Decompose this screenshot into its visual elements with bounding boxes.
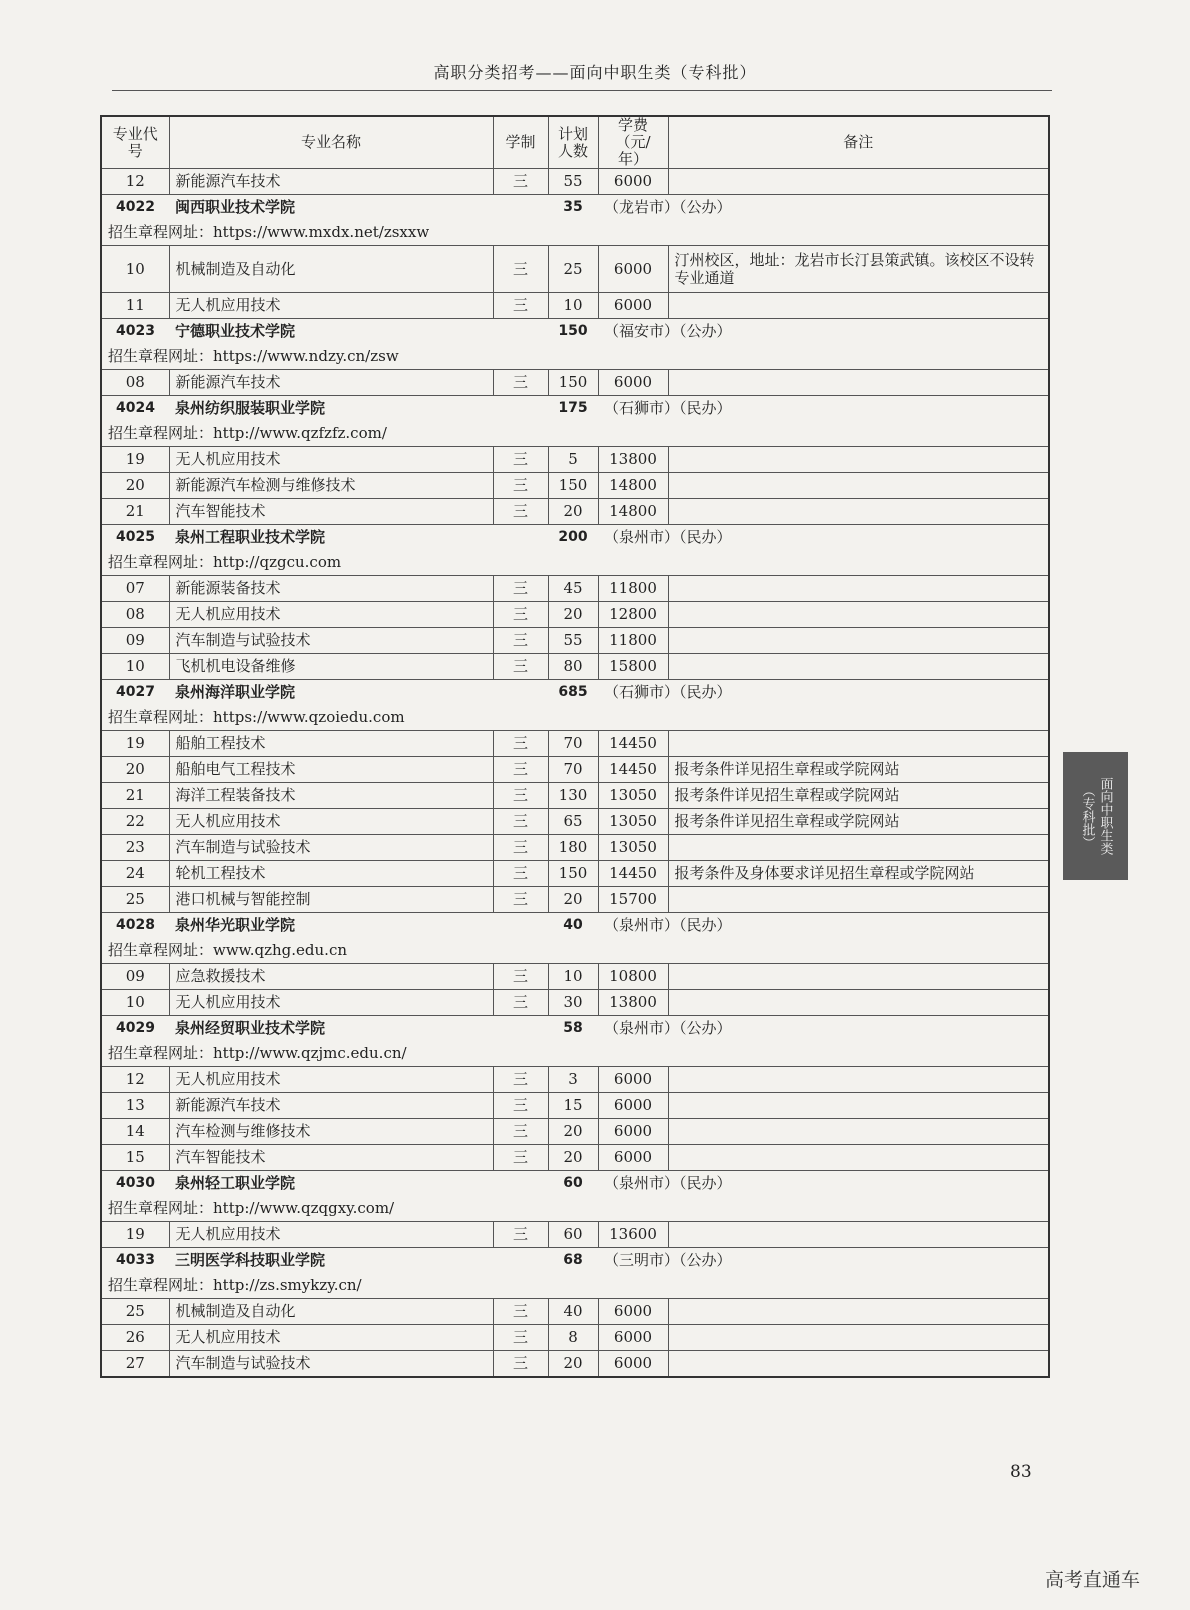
major-xuezhi: 三 [493, 783, 548, 809]
major-name: 新能源汽车检测与维修技术 [169, 473, 493, 499]
school-code: 4027 [101, 680, 169, 706]
major-fee: 13050 [598, 809, 668, 835]
major-name: 轮机工程技术 [169, 861, 493, 887]
major-xuezhi: 三 [493, 576, 548, 602]
major-remark [668, 1325, 1049, 1351]
major-remark [668, 1145, 1049, 1171]
major-remark [668, 473, 1049, 499]
major-xuezhi: 三 [493, 370, 548, 396]
table-row [101, 887, 1049, 913]
major-remark [668, 602, 1049, 628]
table-row [101, 731, 1049, 757]
major-remark [668, 1093, 1049, 1119]
school-url-row [101, 705, 1049, 731]
major-remark [668, 731, 1049, 757]
major-code: 25 [101, 1299, 169, 1325]
major-name: 机械制造及自动化 [169, 1299, 493, 1325]
major-plan: 80 [548, 654, 598, 680]
major-fee: 6000 [598, 1351, 668, 1378]
major-plan: 150 [548, 473, 598, 499]
school-count: 685 [548, 680, 598, 706]
watermark-text: 高考直通车 [1045, 1569, 1141, 1591]
table-row [101, 861, 1049, 887]
major-plan: 20 [548, 1351, 598, 1378]
school-row [101, 396, 1049, 422]
major-plan: 15 [548, 1093, 598, 1119]
major-name: 汽车检测与维修技术 [169, 1119, 493, 1145]
major-fee: 6000 [598, 1067, 668, 1093]
major-plan: 55 [548, 169, 598, 195]
major-name: 飞机机电设备维修 [169, 654, 493, 680]
table-row [101, 1351, 1049, 1378]
major-code: 21 [101, 499, 169, 525]
school-code: 4029 [101, 1016, 169, 1042]
major-plan: 40 [548, 1299, 598, 1325]
side-tab-line1: 面向中职生类 [1097, 777, 1113, 855]
major-remark [668, 499, 1049, 525]
school-name: 泉州工程职业技术学院 [169, 525, 548, 551]
major-code: 23 [101, 835, 169, 861]
major-plan: 20 [548, 1145, 598, 1171]
major-plan: 20 [548, 887, 598, 913]
major-xuezhi: 三 [493, 602, 548, 628]
school-count: 58 [548, 1016, 598, 1042]
major-xuezhi: 三 [493, 1351, 548, 1378]
major-code: 12 [101, 1067, 169, 1093]
major-name: 机械制造及自动化 [169, 246, 493, 293]
major-fee: 6000 [598, 246, 668, 293]
school-count: 40 [548, 913, 598, 939]
table-row [101, 1093, 1049, 1119]
major-plan: 70 [548, 757, 598, 783]
side-section-tab [1063, 752, 1128, 880]
school-location: （泉州市）（民办） [598, 1171, 1049, 1197]
major-code: 10 [101, 246, 169, 293]
school-row [101, 913, 1049, 939]
major-xuezhi: 三 [493, 1119, 548, 1145]
school-url-row [101, 1041, 1049, 1067]
major-remark [668, 1299, 1049, 1325]
major-remark [668, 887, 1049, 913]
major-xuezhi: 三 [493, 731, 548, 757]
school-url: 招生章程网址：https://www.qzoiedu.com [101, 705, 1049, 731]
major-xuezhi: 三 [493, 1325, 548, 1351]
major-plan: 150 [548, 861, 598, 887]
major-remark: 报考条件详见招生章程或学院网站 [668, 757, 1049, 783]
school-code: 4022 [101, 195, 169, 221]
major-fee: 15800 [598, 654, 668, 680]
table-row [101, 499, 1049, 525]
major-xuezhi: 三 [493, 654, 548, 680]
major-remark: 汀州校区，地址：龙岩市长汀县策武镇。该校区不设转专业通道 [668, 246, 1049, 293]
major-fee: 12800 [598, 602, 668, 628]
major-name: 汽车智能技术 [169, 1145, 493, 1171]
major-remark: 报考条件详见招生章程或学院网站 [668, 783, 1049, 809]
major-fee: 13800 [598, 990, 668, 1016]
header-fee: 学费（元/年） [598, 116, 668, 169]
school-count: 60 [548, 1171, 598, 1197]
major-plan: 65 [548, 809, 598, 835]
school-name: 三明医学科技职业学院 [169, 1248, 548, 1274]
major-name: 无人机应用技术 [169, 1222, 493, 1248]
major-remark [668, 169, 1049, 195]
major-fee: 13600 [598, 1222, 668, 1248]
header-plan: 计划人数 [548, 116, 598, 169]
table-row [101, 1145, 1049, 1171]
major-code: 10 [101, 654, 169, 680]
school-count: 150 [548, 319, 598, 345]
major-remark [668, 628, 1049, 654]
major-name: 新能源汽车技术 [169, 370, 493, 396]
table-row [101, 1222, 1049, 1248]
school-name: 泉州经贸职业技术学院 [169, 1016, 548, 1042]
major-plan: 55 [548, 628, 598, 654]
major-fee: 6000 [598, 1093, 668, 1119]
major-code: 09 [101, 628, 169, 654]
major-xuezhi: 三 [493, 1299, 548, 1325]
header-remark: 备注 [668, 116, 1049, 169]
school-location: （泉州市）（民办） [598, 913, 1049, 939]
school-row [101, 525, 1049, 551]
major-remark: 报考条件及身体要求详见招生章程或学院网站 [668, 861, 1049, 887]
major-remark [668, 1119, 1049, 1145]
school-code: 4033 [101, 1248, 169, 1274]
major-code: 21 [101, 783, 169, 809]
school-row [101, 1248, 1049, 1274]
major-fee: 6000 [598, 370, 668, 396]
major-fee: 6000 [598, 1325, 668, 1351]
major-fee: 15700 [598, 887, 668, 913]
major-plan: 10 [548, 964, 598, 990]
major-xuezhi: 三 [493, 990, 548, 1016]
major-name: 汽车制造与试验技术 [169, 835, 493, 861]
school-location: （石狮市）（民办） [598, 680, 1049, 706]
page-header: 高职分类招考——面向中职生类（专科批） [433, 63, 757, 82]
school-url-row [101, 1196, 1049, 1222]
major-name: 无人机应用技术 [169, 809, 493, 835]
major-plan: 150 [548, 370, 598, 396]
school-row [101, 319, 1049, 345]
major-fee: 13050 [598, 835, 668, 861]
major-fee: 13050 [598, 783, 668, 809]
major-fee: 6000 [598, 1145, 668, 1171]
major-remark [668, 1067, 1049, 1093]
major-fee: 11800 [598, 576, 668, 602]
major-name: 无人机应用技术 [169, 1067, 493, 1093]
major-fee: 14450 [598, 757, 668, 783]
major-fee: 6000 [598, 293, 668, 319]
table-body [101, 169, 1049, 1378]
table-row [101, 447, 1049, 473]
major-code: 10 [101, 990, 169, 1016]
major-name: 港口机械与智能控制 [169, 887, 493, 913]
header-rule [112, 90, 1052, 91]
major-xuezhi: 三 [493, 473, 548, 499]
school-url-row [101, 938, 1049, 964]
major-code: 19 [101, 1222, 169, 1248]
school-name: 泉州华光职业学院 [169, 913, 548, 939]
major-xuezhi: 三 [493, 835, 548, 861]
major-xuezhi: 三 [493, 628, 548, 654]
school-location: （石狮市）（民办） [598, 396, 1049, 422]
major-fee: 14800 [598, 499, 668, 525]
major-fee: 10800 [598, 964, 668, 990]
table-row [101, 602, 1049, 628]
major-code: 19 [101, 447, 169, 473]
school-code: 4028 [101, 913, 169, 939]
school-url: 招生章程网址：http://www.qzqgxy.com/ [101, 1196, 1049, 1222]
school-location: （三明市）（公办） [598, 1248, 1049, 1274]
school-row [101, 1016, 1049, 1042]
major-plan: 30 [548, 990, 598, 1016]
table-row [101, 370, 1049, 396]
school-url: 招生章程网址：http://zs.smykzy.cn/ [101, 1273, 1049, 1299]
major-remark: 报考条件详见招生章程或学院网站 [668, 809, 1049, 835]
major-code: 11 [101, 293, 169, 319]
major-fee: 11800 [598, 628, 668, 654]
major-name: 船舶电气工程技术 [169, 757, 493, 783]
school-url: 招生章程网址：https://www.mxdx.net/zsxxw [101, 220, 1049, 246]
major-plan: 45 [548, 576, 598, 602]
major-plan: 20 [548, 499, 598, 525]
major-name: 应急救援技术 [169, 964, 493, 990]
school-url-row [101, 1273, 1049, 1299]
major-name: 汽车智能技术 [169, 499, 493, 525]
major-xuezhi: 三 [493, 1093, 548, 1119]
school-url: 招生章程网址：http://qzgcu.com [101, 550, 1049, 576]
table-row [101, 169, 1049, 195]
major-fee: 14450 [598, 731, 668, 757]
school-url-row [101, 220, 1049, 246]
major-xuezhi: 三 [493, 887, 548, 913]
major-name: 无人机应用技术 [169, 447, 493, 473]
major-plan: 10 [548, 293, 598, 319]
major-remark [668, 370, 1049, 396]
table-row [101, 576, 1049, 602]
school-code: 4024 [101, 396, 169, 422]
major-remark [668, 964, 1049, 990]
major-code: 07 [101, 576, 169, 602]
table-row [101, 654, 1049, 680]
school-count: 68 [548, 1248, 598, 1274]
major-remark [668, 293, 1049, 319]
school-name: 宁德职业技术学院 [169, 319, 548, 345]
major-code: 08 [101, 370, 169, 396]
major-fee: 13800 [598, 447, 668, 473]
table-row [101, 990, 1049, 1016]
major-xuezhi: 三 [493, 757, 548, 783]
major-xuezhi: 三 [493, 1067, 548, 1093]
school-name: 闽西职业技术学院 [169, 195, 548, 221]
admissions-table [100, 115, 1050, 1378]
major-xuezhi: 三 [493, 964, 548, 990]
major-code: 20 [101, 757, 169, 783]
major-name: 无人机应用技术 [169, 602, 493, 628]
major-xuezhi: 三 [493, 293, 548, 319]
table-row [101, 1299, 1049, 1325]
major-remark [668, 1222, 1049, 1248]
major-fee: 6000 [598, 1119, 668, 1145]
school-url-row [101, 344, 1049, 370]
major-plan: 70 [548, 731, 598, 757]
major-xuezhi: 三 [493, 499, 548, 525]
major-xuezhi: 三 [493, 447, 548, 473]
table-header-row [101, 116, 1049, 169]
major-code: 19 [101, 731, 169, 757]
major-code: 24 [101, 861, 169, 887]
major-remark [668, 576, 1049, 602]
table-row [101, 246, 1049, 293]
major-code: 15 [101, 1145, 169, 1171]
major-plan: 8 [548, 1325, 598, 1351]
school-code: 4030 [101, 1171, 169, 1197]
major-plan: 5 [548, 447, 598, 473]
school-url: 招生章程网址：http://www.qzjmc.edu.cn/ [101, 1041, 1049, 1067]
side-tab-line2: （专科批） [1079, 783, 1095, 849]
major-remark [668, 990, 1049, 1016]
major-name: 无人机应用技术 [169, 1325, 493, 1351]
school-url-row [101, 550, 1049, 576]
table-row [101, 1325, 1049, 1351]
header-code: 专业代号 [101, 116, 169, 169]
major-code: 12 [101, 169, 169, 195]
school-count: 175 [548, 396, 598, 422]
major-xuezhi: 三 [493, 246, 548, 293]
school-name: 泉州海洋职业学院 [169, 680, 548, 706]
table-row [101, 1067, 1049, 1093]
major-name: 汽车制造与试验技术 [169, 628, 493, 654]
school-url-row [101, 421, 1049, 447]
table-row [101, 835, 1049, 861]
major-code: 14 [101, 1119, 169, 1145]
table-row [101, 783, 1049, 809]
major-name: 无人机应用技术 [169, 990, 493, 1016]
table-row [101, 964, 1049, 990]
school-code: 4025 [101, 525, 169, 551]
header-name: 专业名称 [169, 116, 493, 169]
major-xuezhi: 三 [493, 1222, 548, 1248]
school-location: （泉州市）（公办） [598, 1016, 1049, 1042]
major-plan: 3 [548, 1067, 598, 1093]
table-row [101, 809, 1049, 835]
major-plan: 130 [548, 783, 598, 809]
major-code: 09 [101, 964, 169, 990]
school-location: （福安市）（公办） [598, 319, 1049, 345]
school-count: 200 [548, 525, 598, 551]
school-name: 泉州轻工职业学院 [169, 1171, 548, 1197]
major-name: 无人机应用技术 [169, 293, 493, 319]
major-plan: 25 [548, 246, 598, 293]
page-number: 83 [1010, 1462, 1032, 1482]
school-row [101, 195, 1049, 221]
major-code: 26 [101, 1325, 169, 1351]
major-xuezhi: 三 [493, 809, 548, 835]
major-name: 海洋工程装备技术 [169, 783, 493, 809]
major-plan: 20 [548, 602, 598, 628]
major-name: 船舶工程技术 [169, 731, 493, 757]
major-fee: 6000 [598, 1299, 668, 1325]
major-code: 22 [101, 809, 169, 835]
table-row [101, 1119, 1049, 1145]
table-row [101, 628, 1049, 654]
major-fee: 6000 [598, 169, 668, 195]
major-fee: 14800 [598, 473, 668, 499]
school-count: 35 [548, 195, 598, 221]
school-location: （龙岩市）（公办） [598, 195, 1049, 221]
major-name: 新能源汽车技术 [169, 1093, 493, 1119]
major-code: 20 [101, 473, 169, 499]
major-name: 新能源装备技术 [169, 576, 493, 602]
table-row [101, 293, 1049, 319]
major-remark [668, 1351, 1049, 1378]
major-name: 新能源汽车技术 [169, 169, 493, 195]
major-code: 08 [101, 602, 169, 628]
major-code: 13 [101, 1093, 169, 1119]
school-code: 4023 [101, 319, 169, 345]
major-xuezhi: 三 [493, 1145, 548, 1171]
major-code: 27 [101, 1351, 169, 1378]
school-url: 招生章程网址：http://www.qzfzfz.com/ [101, 421, 1049, 447]
school-url: 招生章程网址：www.qzhg.edu.cn [101, 938, 1049, 964]
table-row [101, 473, 1049, 499]
school-location: （泉州市）（民办） [598, 525, 1049, 551]
major-xuezhi: 三 [493, 861, 548, 887]
school-url: 招生章程网址：https://www.ndzy.cn/zsw [101, 344, 1049, 370]
major-remark [668, 447, 1049, 473]
major-remark [668, 835, 1049, 861]
school-row [101, 1171, 1049, 1197]
major-plan: 20 [548, 1119, 598, 1145]
table-row [101, 757, 1049, 783]
major-code: 25 [101, 887, 169, 913]
major-fee: 14450 [598, 861, 668, 887]
school-row [101, 680, 1049, 706]
header-xuezhi: 学制 [493, 116, 548, 169]
major-name: 汽车制造与试验技术 [169, 1351, 493, 1378]
major-plan: 180 [548, 835, 598, 861]
major-plan: 60 [548, 1222, 598, 1248]
major-xuezhi: 三 [493, 169, 548, 195]
school-name: 泉州纺织服装职业学院 [169, 396, 548, 422]
major-remark [668, 654, 1049, 680]
